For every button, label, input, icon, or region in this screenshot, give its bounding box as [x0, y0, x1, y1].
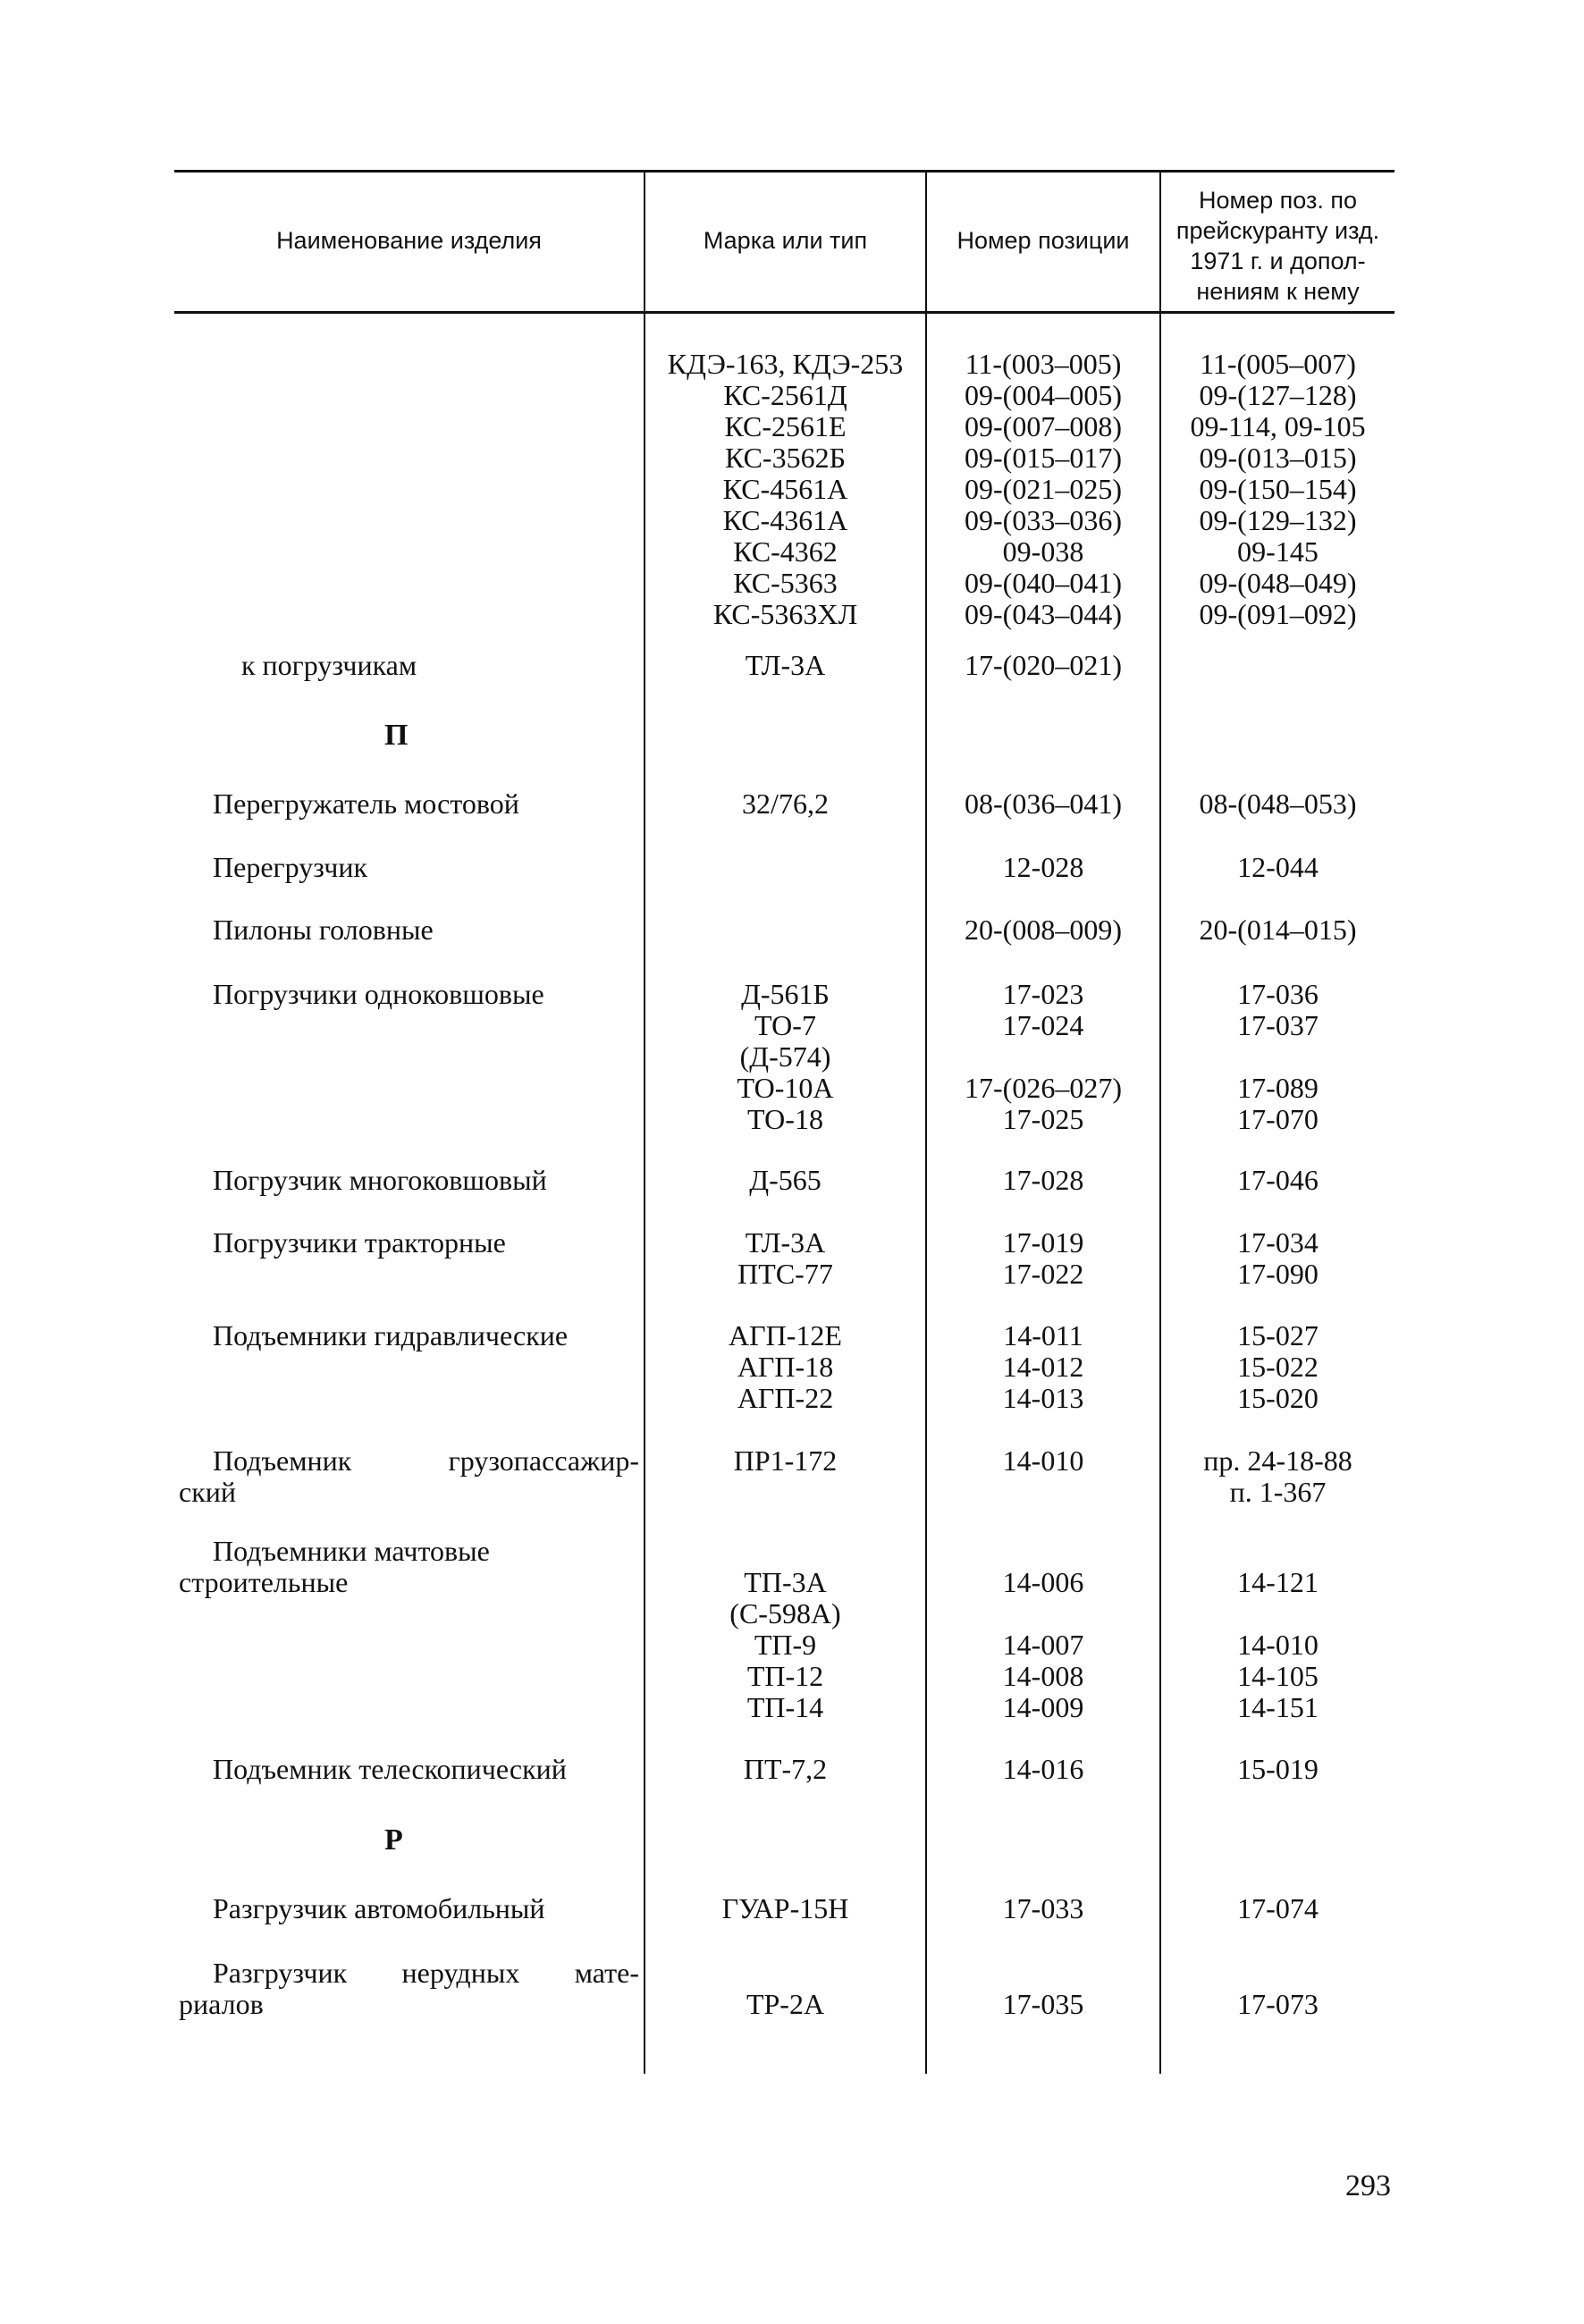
cell-name: Подъемник телескопический [213, 1753, 567, 1785]
cell-mark: КС-4561А [722, 473, 848, 505]
cell-mark: ТЛ-3А [745, 649, 826, 681]
header-price-line-2: прейскуранту изд. [1175, 217, 1380, 244]
cell-mark: ТП-14 [746, 1691, 824, 1723]
cell-price: 17-046 [1237, 1164, 1319, 1196]
cell-position: 17-035 [1002, 1988, 1084, 2020]
cell-name: ский [179, 1476, 236, 1508]
cell-mark: ТО-10А [737, 1072, 834, 1104]
header-price-line-4: нениям к нему [1196, 278, 1360, 305]
cell-name: Погрузчики тракторные [213, 1226, 506, 1259]
cell-price: 15-027 [1237, 1319, 1319, 1351]
header-name: Наименование изделия [276, 227, 542, 254]
cell-mark: КС-2561Е [724, 410, 847, 442]
cell-position: 20-(008–009) [965, 914, 1122, 946]
cell-mark: (Д-574) [739, 1040, 831, 1073]
cell-price: 09-(150–154) [1199, 473, 1357, 505]
cell-price: 17-074 [1237, 1892, 1319, 1924]
header-mark: Марка или тип [703, 227, 868, 254]
cell-name: Погрузчики одноковшовые [213, 978, 544, 1010]
cell-position: 14-016 [1002, 1753, 1084, 1785]
cell-price: 14-121 [1237, 1566, 1319, 1598]
cell-mark: ТО-7 [754, 1009, 816, 1041]
cell-mark: КДЭ-163, КДЭ-253 [667, 348, 904, 380]
cell-name: Подъемник грузопассажир- [213, 1444, 639, 1477]
cell-price: 17-073 [1237, 1988, 1319, 2020]
cell-mark: КС-2561Д [723, 379, 847, 411]
cell-position: 17-025 [1002, 1103, 1084, 1135]
cell-position: 09-(015–017) [965, 442, 1122, 474]
cell-name: Погрузчик многоковшовый [213, 1164, 547, 1196]
cell-position: 17-023 [1002, 978, 1084, 1010]
cell-position: 08-(036–041) [965, 787, 1122, 820]
cell-position: 09-(040–041) [965, 567, 1122, 599]
page-number: 293 [1345, 2169, 1391, 2202]
cell-mark: ТП-9 [754, 1629, 817, 1661]
cell-mark: АГП-22 [737, 1382, 834, 1414]
cell-name: к погрузчикам [241, 649, 417, 681]
cell-position: 12-028 [1002, 851, 1084, 883]
cell-position: 17-024 [1002, 1009, 1084, 1041]
cell-price: 20-(014–015) [1199, 914, 1357, 946]
cell-name: Перегружатель мостовой [213, 787, 519, 820]
header-price-line-1: Номер поз. по [1199, 187, 1357, 214]
cell-name: Подъемники мачтовые [213, 1535, 490, 1567]
section-letter: Р [384, 1823, 403, 1857]
cell-mark: 32/76,2 [742, 787, 829, 820]
cell-mark: ТП-12 [746, 1660, 824, 1692]
cell-name: Разгрузчик автомобильный [213, 1892, 545, 1924]
cell-mark: ТР-2А [746, 1988, 825, 2020]
cell-name: Разгрузчик нерудных мате- [213, 1957, 639, 1989]
cell-price: 09-(127–128) [1199, 379, 1357, 411]
cell-price: 17-089 [1237, 1072, 1319, 1104]
cell-price: 09-(013–015) [1199, 442, 1357, 474]
cell-mark: АГП-12Е [729, 1319, 842, 1351]
cell-position: 09-(007–008) [965, 410, 1122, 442]
cell-name: риалов [179, 1988, 264, 2020]
cell-price: 14-010 [1237, 1629, 1319, 1661]
cell-mark: Д-565 [749, 1164, 821, 1196]
cell-mark: ТЛ-3А [745, 1226, 826, 1259]
cell-mark: КС-5363ХЛ [712, 598, 858, 630]
cell-name: Перегрузчик [213, 851, 367, 883]
cell-name: Пилоны головные [213, 914, 434, 946]
cell-price: 15-022 [1237, 1351, 1319, 1383]
cell-mark: ГУАР-15Н [721, 1892, 849, 1924]
cell-price: 09-114, 09-105 [1190, 410, 1366, 442]
cell-position: 14-011 [1003, 1319, 1083, 1351]
cell-price: 09-(129–132) [1199, 504, 1357, 536]
cell-position: 09-(043–044) [965, 598, 1122, 630]
cell-price: 12-044 [1237, 851, 1319, 883]
cell-mark: КС-4361А [722, 504, 848, 536]
cell-price: 14-151 [1237, 1691, 1319, 1723]
cell-position: 09-(004–005) [965, 379, 1122, 411]
cell-mark: ТО-18 [747, 1103, 823, 1135]
cell-position: 17-028 [1002, 1164, 1084, 1196]
cell-price: 17-036 [1237, 978, 1319, 1010]
cell-position: 14-006 [1002, 1566, 1084, 1598]
cell-price: 15-019 [1237, 1753, 1319, 1785]
cell-price: 17-070 [1237, 1103, 1319, 1135]
cell-price: п. 1-367 [1229, 1476, 1327, 1508]
header-bottom-rule [174, 311, 1394, 314]
cell-price: 14-105 [1237, 1660, 1319, 1692]
section-letter: П [384, 719, 409, 752]
cell-name: Подъемники гидравлические [213, 1319, 569, 1351]
cell-position: 14-013 [1002, 1382, 1084, 1414]
cell-mark: АГП-18 [737, 1351, 834, 1383]
cell-position: 14-007 [1002, 1629, 1084, 1661]
cell-position: 09-(033–036) [965, 504, 1122, 536]
cell-mark: Д-561Б [741, 978, 830, 1010]
cell-position: 14-008 [1002, 1660, 1084, 1692]
cell-position: 17-(026–027) [965, 1072, 1122, 1104]
cell-price: 15-020 [1237, 1382, 1319, 1414]
cell-price: 17-037 [1237, 1009, 1319, 1041]
cell-price: 09-(048–049) [1199, 567, 1357, 599]
cell-price: 08-(048–053) [1199, 787, 1357, 820]
cell-mark: КС-4362 [733, 535, 838, 568]
cell-position: 09-(021–025) [965, 473, 1122, 505]
cell-mark: (С-598А) [729, 1597, 841, 1629]
cell-position: 09-038 [1002, 535, 1084, 568]
cell-mark: ПТ-7,2 [743, 1753, 828, 1785]
cell-mark: ТП-3А [744, 1566, 827, 1598]
cell-price: 11-(005–007) [1200, 348, 1356, 380]
cell-position: 14-010 [1002, 1444, 1084, 1477]
cell-name: строительные [179, 1566, 349, 1598]
cell-position: 17-019 [1002, 1226, 1084, 1259]
cell-position: 14-009 [1002, 1691, 1084, 1723]
cell-mark: ПТС-77 [737, 1258, 833, 1290]
cell-position: 17-022 [1002, 1258, 1084, 1290]
cell-price: 17-090 [1237, 1258, 1319, 1290]
cell-price: 09-145 [1237, 535, 1319, 568]
cell-position: 11-(003–005) [965, 348, 1122, 380]
cell-price: 17-034 [1237, 1226, 1319, 1259]
cell-position: 14-012 [1002, 1351, 1084, 1383]
cell-position: 17-(020–021) [965, 649, 1122, 681]
cell-price: 09-(091–092) [1199, 598, 1357, 630]
header-position: Номер позиции [956, 227, 1130, 254]
cell-mark: КС-5363 [733, 567, 838, 599]
table-top-rule [174, 170, 1394, 173]
header-price-line-3: 1971 г. и допол- [1190, 248, 1366, 274]
cell-mark: КС-3562Б [725, 442, 846, 474]
cell-position: 17-033 [1002, 1892, 1084, 1924]
cell-price: пр. 24-18-88 [1203, 1444, 1352, 1477]
cell-mark: ПР1-172 [733, 1444, 838, 1477]
